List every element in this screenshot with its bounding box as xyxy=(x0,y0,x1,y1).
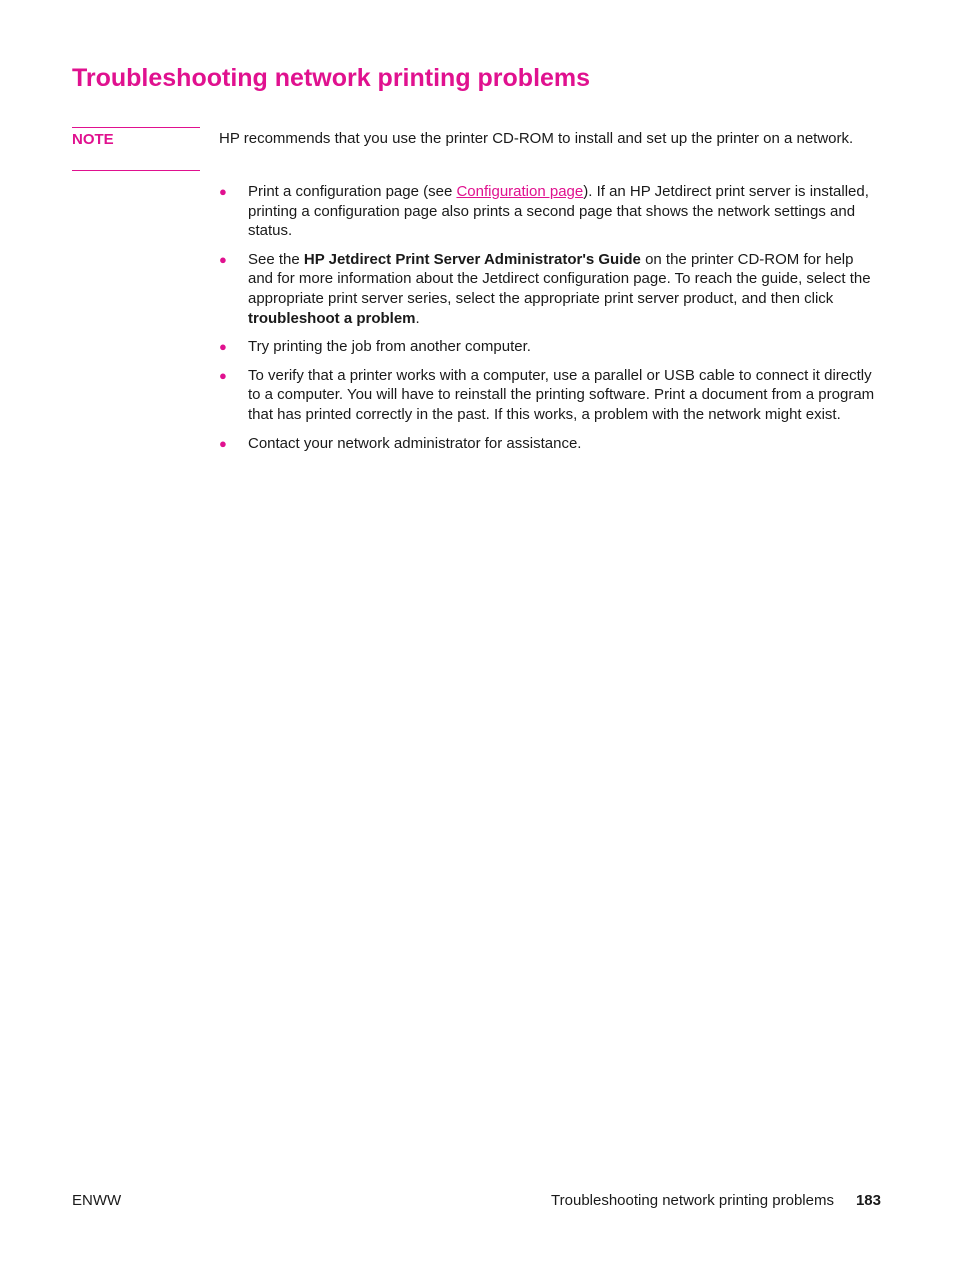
configuration-page-link[interactable]: Configuration page xyxy=(456,183,584,200)
bullet-text-pre: Print a configuration page (see xyxy=(248,183,457,200)
list-item xyxy=(219,366,881,425)
troubleshoot-term: troubleshoot a problem xyxy=(248,309,416,327)
bullet-text: Contact your network administrator for assistance. xyxy=(248,434,582,452)
footer-left: ENWW xyxy=(72,1192,122,1209)
bullet-text: Try printing the job from another computer. xyxy=(248,338,531,356)
bullet-text: To verify that a printer works with a computer, use a parallel or USB cable to connect it directly to a computer. You will have to reinstall the printing software. Print a document from a program that has printed correctly in the past. If this works, a problem with the network might exist. xyxy=(248,366,875,423)
list-item xyxy=(219,337,881,357)
guide-title: HP Jetdirect Print Server Administrator's Guide xyxy=(303,250,641,268)
note-label: NOTE xyxy=(72,131,114,148)
page-title: Troubleshooting network printing problems xyxy=(72,64,591,92)
bullet-text-pre: See the xyxy=(248,250,304,268)
bullet-list xyxy=(219,182,881,462)
bullet-text-post: . xyxy=(415,309,420,327)
note-box xyxy=(72,127,200,171)
bullet-icon: ● xyxy=(219,367,227,383)
footer-right xyxy=(551,1192,881,1209)
bullet-text-mid: on the printer CD-ROM for help and for more information about the Jetdirect configuration page. To reach the guide, select the appropriate print server series, select the appropriate print server product, and then click xyxy=(248,250,871,307)
bullet-icon: ● xyxy=(219,435,227,451)
list-item xyxy=(219,182,881,241)
bullet-text-post: ). If an HP Jetdirect print server is installed, printing a configuration page also prints a second page that shows the network settings and status. xyxy=(248,183,869,240)
list-item xyxy=(219,250,881,328)
page-number: 183 xyxy=(855,1192,881,1209)
bullet-icon: ● xyxy=(219,251,227,267)
note-text: HP recommends that you use the printer CD-ROM to install and set up the printer on a network. xyxy=(219,130,854,147)
list-item xyxy=(219,434,881,454)
footer-section-title: Troubleshooting network printing problems xyxy=(551,1192,834,1209)
bullet-icon: ● xyxy=(219,339,227,355)
bullet-icon: ● xyxy=(219,184,227,199)
